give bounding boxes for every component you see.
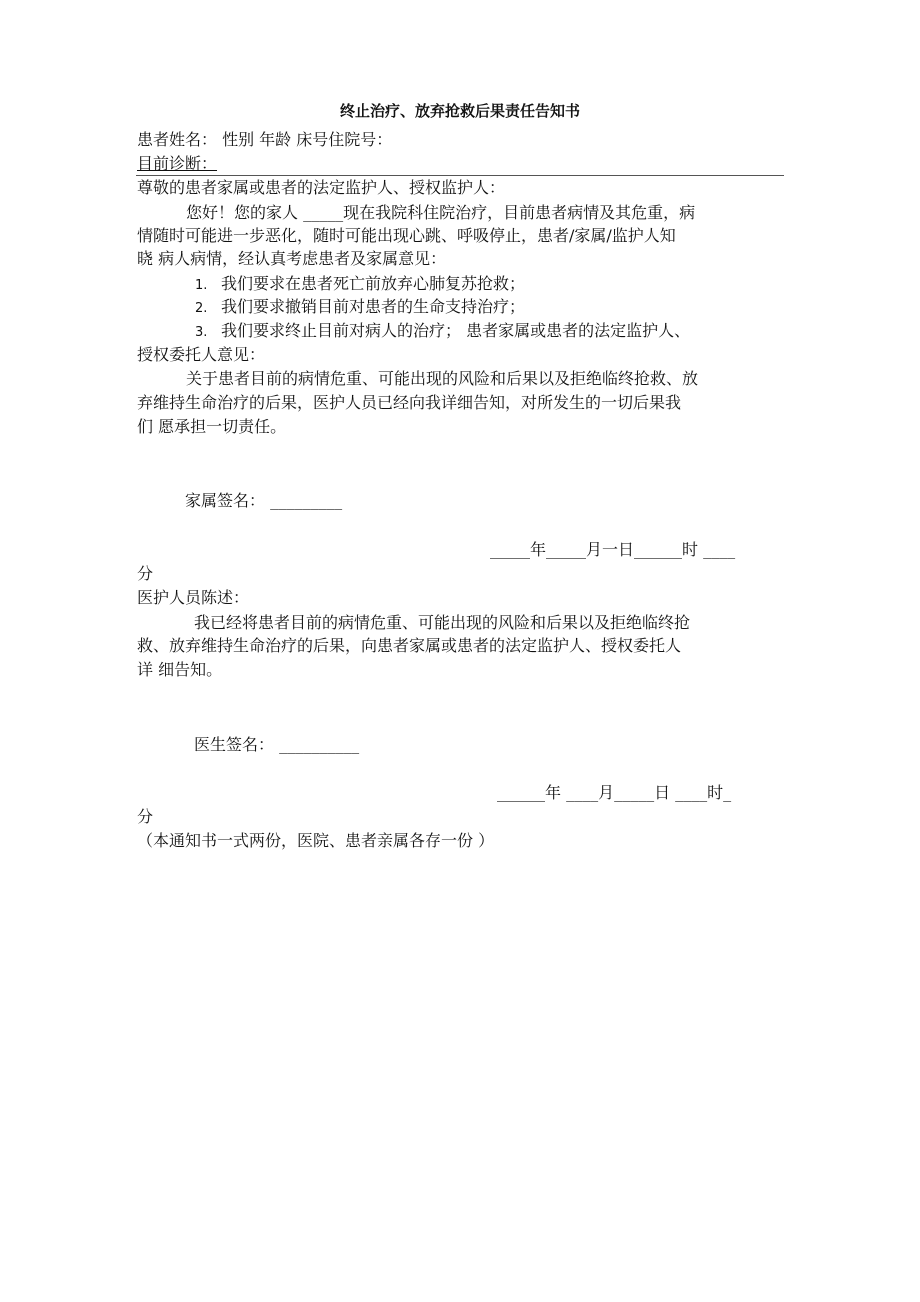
medical-statement-line-2: 救、放弃维持生命治疗的后果，向患者家属或患者的法定监护人、授权委托人 <box>137 636 682 655</box>
request-item-2 <box>195 297 525 319</box>
intro-line-1: 您好！您的家人 _____现在我院科住院治疗，目前患者病情及其危重，病 <box>186 203 696 222</box>
family-date-minute: 分 <box>137 564 154 583</box>
family-statement-line-3: 们 愿承担一切责任。 <box>137 417 287 436</box>
family-statement-line-1: 关于患者目前的病情危重、可能出现的风险和后果以及拒绝临终抢救、放 <box>186 369 699 388</box>
footer-note: （本通知书一式两份，医院、患者亲属各存一份 ） <box>137 831 495 850</box>
salutation: 尊敬的患者家属或患者的法定监护人、授权监护人： <box>137 178 506 197</box>
request-number: 3. <box>195 325 208 340</box>
request-text: 我们要求撤销目前对患者的生命支持治疗； <box>221 297 526 316</box>
request-item-3 <box>195 321 690 343</box>
intro-line-2: 情随时可能进一步恶化，随时可能出现心跳、呼吸停止，患者/家属/监护人知 <box>137 226 676 245</box>
diagnosis-rule <box>136 175 784 176</box>
page-title: 终止治疗、放弃抢救后果责任告知书 <box>339 102 580 120</box>
doctor-date-line: ______年 ____月_____日 ____时_ <box>497 783 732 802</box>
medical-statement-label: 医护人员陈述： <box>137 588 250 607</box>
intro-line-3: 晓 病人病情，经认真考虑患者及家属意见： <box>137 249 447 268</box>
doctor-date-minute: 分 <box>137 807 154 826</box>
request-text: 我们要求终止目前对病人的治疗； 患者家属或患者的法定监护人、 <box>221 321 691 340</box>
request-number: 2. <box>195 301 208 316</box>
family-date-line: _____年_____月一日______时 ____ <box>490 540 736 559</box>
medical-statement-line-3: 详 细告知。 <box>137 660 223 679</box>
request-item-1 <box>195 274 525 296</box>
request-text: 我们要求在患者死亡前放弃心肺复苏抢救； <box>221 274 526 293</box>
patient-info-line: 患者姓名： 性别 年龄 床号住院号： <box>137 130 393 149</box>
medical-statement-line-1: 我已经将患者目前的病情危重、可能出现的风险和后果以及拒绝临终抢 <box>194 613 691 632</box>
diagnosis-label: 目前诊断： <box>137 154 218 173</box>
opinion-label: 授权委托人意见： <box>137 345 266 364</box>
request-number: 1. <box>195 278 208 293</box>
family-signature: 家属签名： _________ <box>185 491 343 510</box>
doctor-signature: 医生签名： __________ <box>194 735 360 754</box>
family-statement-line-2: 弃维持生命治疗的后果，医护人员已经向我详细告知，对所发生的一切后果我 <box>137 393 682 412</box>
